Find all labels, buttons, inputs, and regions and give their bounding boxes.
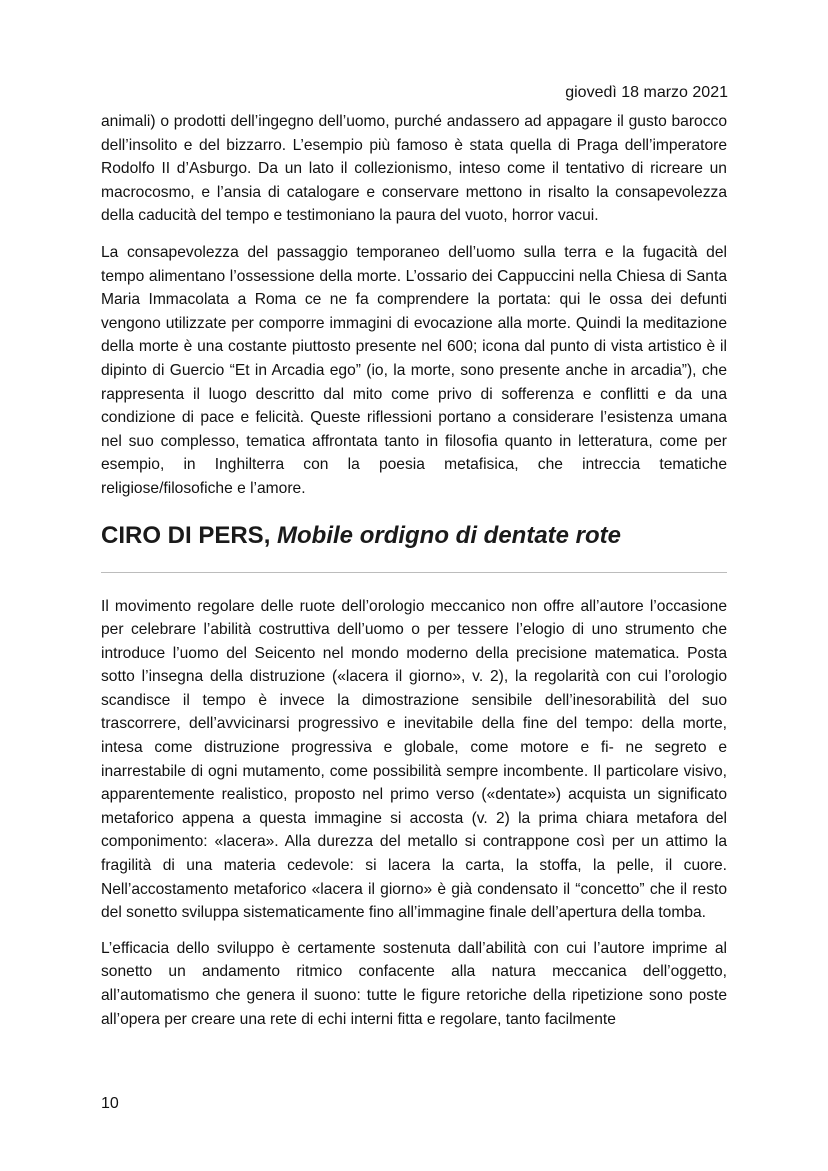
page-number: 10 xyxy=(101,1095,119,1112)
paragraph-morte: La consapevolezza del passaggio temporaneo dell’uomo sulla terra e la fugacità del tempo alimentano l’ossessione della morte. L’ossario dei Cappuccini nella Chiesa di Santa Maria Immacolata a Roma ce ne fa comprendere la portata: qui le ossa dei defunti vengono utilizzate per comporre immagini di evocazione alla morte. Quindi la meditazione della morte è una costante piuttosto presente nel 600; icona dal punto di vista artistico è il dipinto di Guercio “Et in Arcadia ego” (io, la morte, sono presente anche in arcadia”), che rappresenta il luogo descritto dal mito come privo di sofferenza e conflitti e da una condizione di pace e felicità. Queste riflessioni portano a considerare l’esistenza umana nel suo complesso, tematica affrontata tanto in filosofia quanto in letteratura, come per esempio, in Inghilterra con la poesia metafisica, che intreccia tematiche religiose/filosofiche e l’amore. xyxy=(101,243,727,497)
paragraph-sviluppo: L’efficacia dello sviluppo è certamente sostenuta dall’abilità con cui l’autore imprime al sonetto un andamento ritmico confacente alla natura meccanica dell’oggetto, all’automatismo che genera il suono: tutte le figure retoriche della ripetizione sono poste all’opera per creare una rete di echi interni fitta e regolare, tanto facilmente xyxy=(101,939,727,1028)
page-date: giovedì 18 marzo 2021 xyxy=(565,84,728,101)
paragraph-orologio: Il movimento regolare delle ruote dell’orologio meccanico non offre all’autore l’occasione per celebrare l’abilità costruttiva dell’uomo o per tessere l’elogio di uno strumento che introduce l’uomo del Seicento nel mondo moderno della precisione matematica. Posta sotto l’insegna della distruzione («lacera il giorno», v. 2), la regolarità con cui l’orologio scandisce il tempo è invece la dimostrazione sensibile dell’inesorabilità del suo trascorrere, dell’avvicinarsi progressivo e inevitabile della fine del tempo: della morte, intesa come distruzione progressiva e globale, come motore e fi- ne segreto e inarrestabile di ogni mutamento, come possibilità sempre incombente. Il particolare visivo, apparentemente realistico, proposto nel primo verso («dentate») acquista un significato metaforico appena a questa immagine si accosta (v. 2) la prima chiara metafora del componimento: «lacera». Alla durezza del metallo si contrappone così per un attimo la fragilità di una materia cedevole: si lacera la carta, la stoffa, la pelle, il cuore. Nell’accostamento metaforico «lacera il giorno» è già condensato il “concetto” che il resto del sonetto sviluppa sistematicamente fino all’immagine finale dell’apertura della tomba. xyxy=(101,597,727,922)
document-body xyxy=(101,110,727,1031)
paragraph-collezionismo: animali) o prodotti dell’ingegno dell’uomo, purché andassero ad appagare il gusto barocco dell’insolito e del bizzarro. L’esempio più famoso è stata quella di Praga dell’imperatore Rodolfo II d’Asburgo. Da un lato il collezionismo, inteso come il tentativo di ricreare un macrocosmo, e l’ansia di catalogare e conservare mettono in risalto la consapevolezza della caducità del tempo e testimoniano la paura del vuoto, horror vacui. xyxy=(101,113,727,225)
section-work-title: Mobile ordigno di dentate rote xyxy=(277,521,622,549)
section-author: CIRO DI PERS, xyxy=(101,521,271,549)
section-divider xyxy=(101,572,727,573)
section-heading xyxy=(101,521,727,551)
